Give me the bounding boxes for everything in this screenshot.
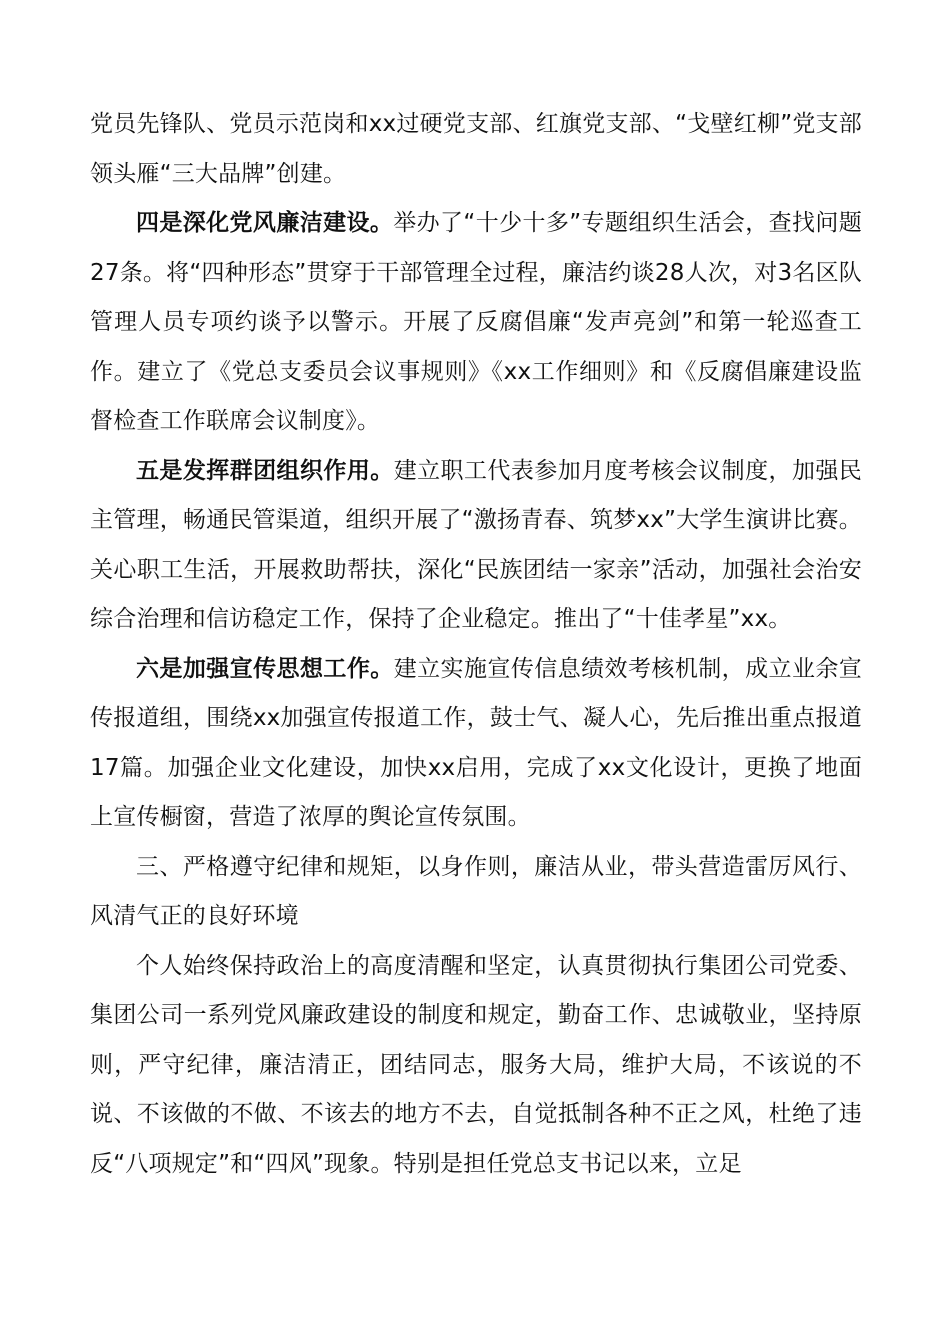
paragraph-heading: 五是发挥群团组织作用。 [136,457,394,484]
paragraph-text: 个人始终保持政治上的高度清醒和坚定，认真贯彻执行集团公司党委、集团公司一系列党风廉政建设的制度和规定，勤奋工作、忠诚敬业，坚持原则，严守纪律，廉洁清正，团结同志，服务大局，维护大局，不该说的不说、不该做的不做、不该去的地方不去，自觉抵制各种不正之风，杜绝了违反“八项规定”和“四风”现象。特别是担任党总支书记以来，立足 [90,952,862,1177]
paragraph-heading: 六是加强宣传思想工作。 [136,655,394,682]
paragraph-text: 建立职工代表参加月度考核会议制度，加强民主管理，畅通民管渠道，组织开展了“激扬青春、筑梦xx”大学生演讲比赛。关心职工生活，开展救助帮扶，深化“民族团结一家亲”活动，加强社会治安综合治理和信访稳定工作，保持了企业稳定。推出了“十佳孝星”xx。 [90,457,863,632]
paragraph-personal [90,942,862,1190]
document-page [90,100,862,1189]
section-heading-three [90,843,862,942]
paragraph-text: 党员先锋队、党员示范岗和xx过硬党支部、红旗党支部、“戈壁红柳”党支部领头雁“三大品牌”创建。 [90,111,862,187]
section-heading-text: 三、严格遵守纪律和规矩，以身作则，廉洁从业，带头营造雷厉风行、风清气正的良好环境 [90,853,862,929]
paragraph-item-five [90,447,862,645]
paragraph-continuation [90,100,862,199]
paragraph-item-four [90,199,862,447]
paragraph-heading: 四是深化党风廉洁建设。 [136,210,394,236]
paragraph-item-six [90,645,862,843]
paragraph-text: 举办了“十少十多”专题组织生活会，查找问题27条。将“四种形态”贯穿于干部管理全过程，廉洁约谈28人次，对3名区队管理人员专项约谈予以警示。开展了反腐倡廉“发声亮剑”和第一轮巡查工作。建立了《党总支委员会议事规则》《xx工作细则》和《反腐倡廉建设监督检查工作联席会议制度》。 [90,210,863,434]
paragraph-text: 建立实施宣传信息绩效考核机制，成立业余宣传报道组，围绕xx加强宣传报道工作，鼓士气、凝人心，先后推出重点报道17篇。加强企业文化建设，加快xx启用，完成了xx文化设计，更换了地面上宣传橱窗，营造了浓厚的舆论宣传氛围。 [90,655,863,830]
